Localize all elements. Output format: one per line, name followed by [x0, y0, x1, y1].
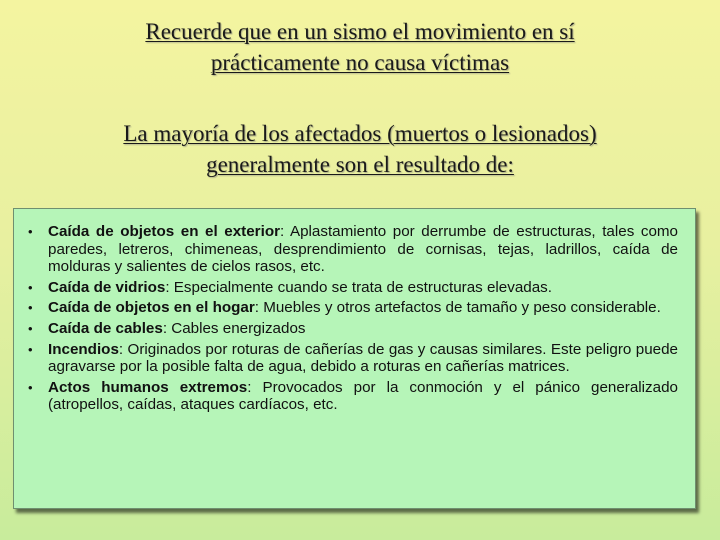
- item-text: : Aplastamiento por derrumbe de estructuras, tales como paredes, letreros, chimeneas, desprendimiento de cornisas, tejas, ladrillos, caída de molduras y salientes de cielos rasos, etc.: [48, 223, 678, 276]
- title-line-1: Recuerde que en un sismo el movimiento en sí: [145, 19, 575, 44]
- bullet-list: [14, 209, 695, 414]
- list-item: [28, 378, 678, 414]
- subtitle-line-1: La mayoría de los afectados (muertos o lesionados): [123, 121, 597, 146]
- item-term: Incendios: [48, 340, 119, 358]
- list-item: [28, 340, 678, 376]
- item-text: : Provocados por la conmoción y el pánico generalizado (atropellos, caídas, ataques cardíacos, etc.: [48, 378, 678, 414]
- item-term: Caída de objetos en el hogar: [48, 299, 255, 317]
- item-term: Actos humanos extremos: [48, 378, 248, 396]
- content-box: [13, 208, 696, 509]
- item-term: Caída de cables: [48, 319, 163, 337]
- bullet-icon: •: [28, 300, 33, 316]
- list-item: [28, 299, 678, 317]
- list-item: [28, 223, 678, 276]
- item-text: : Originados por roturas de cañerías de gas y causas similares. Este peligro puede agravarse por la posible falta de agua, debido a roturas en cañerías matrices.: [48, 340, 678, 376]
- bullet-icon: •: [28, 320, 33, 336]
- list-item: [28, 278, 678, 297]
- list-item: [28, 319, 678, 338]
- item-term: Caída de vidrios: [48, 278, 166, 296]
- item-text: : Muebles y otros artefactos de tamaño y peso considerable.: [254, 299, 661, 317]
- bullet-icon: •: [28, 341, 33, 357]
- title-line-2: prácticamente no causa víctimas: [210, 50, 510, 75]
- slide-subtitle: [20, 118, 700, 180]
- item-text: : Especialmente cuando se trata de estructuras elevadas.: [165, 278, 552, 296]
- slide-title: [20, 16, 700, 78]
- bullet-icon: •: [28, 224, 33, 239]
- item-term: Caída de objetos en el exterior: [48, 223, 281, 240]
- item-text: : Cables energizados: [162, 319, 306, 337]
- bullet-icon: •: [28, 279, 33, 295]
- bullet-icon: •: [28, 379, 33, 395]
- subtitle-line-2: generalmente son el resultado de:: [206, 152, 514, 177]
